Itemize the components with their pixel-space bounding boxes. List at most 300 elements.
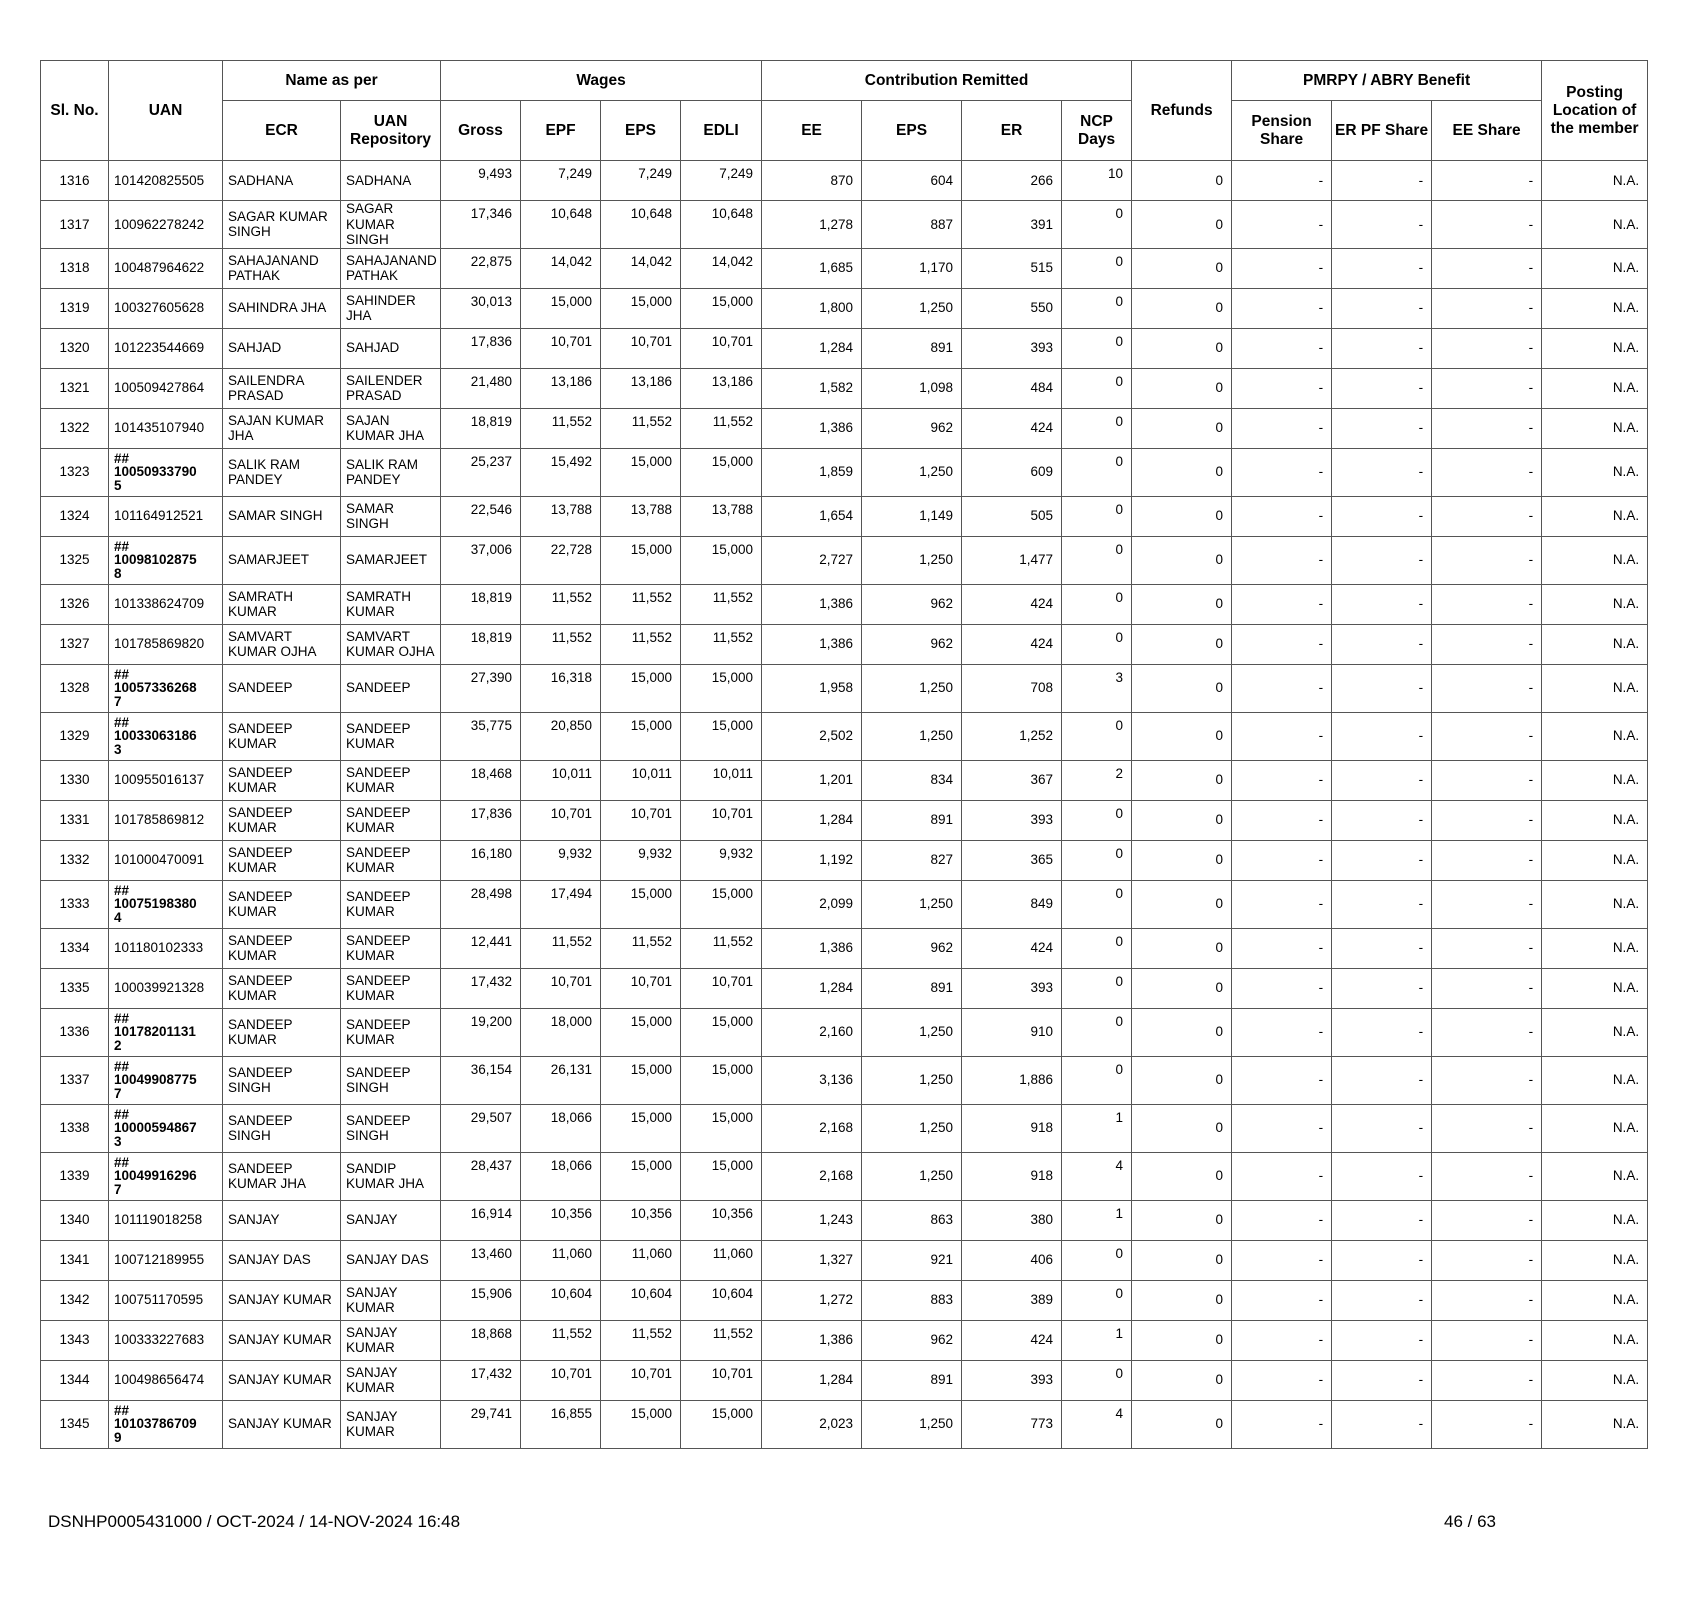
cell-epf: 9,932	[521, 840, 601, 880]
table-row	[41, 1320, 1648, 1360]
uan-check-digit: 7	[114, 1181, 122, 1197]
cell-eps-wages: 13,186	[601, 368, 681, 408]
cell-ee-share: -	[1432, 288, 1542, 328]
cell-uan: 100509427864	[109, 368, 223, 408]
cell-ee-share: -	[1432, 368, 1542, 408]
cell-ee-share: -	[1432, 408, 1542, 448]
cell-er-pf-share: -	[1332, 1320, 1432, 1360]
cell-refunds: 0	[1132, 288, 1232, 328]
cell-uan	[109, 1400, 223, 1448]
cell-pension-share: -	[1232, 968, 1332, 1008]
cell-ncp-days: 4	[1062, 1400, 1132, 1448]
cell-pension-share: -	[1232, 368, 1332, 408]
cell-epf: 16,855	[521, 1400, 601, 1448]
cell-name-uan-repository: SAHAJANAND PATHAK	[341, 248, 441, 288]
table-row	[41, 496, 1648, 536]
cell-gross: 18,819	[441, 584, 521, 624]
cell-er-pf-share: -	[1332, 1240, 1432, 1280]
cell-name-ecr: SALIK RAM PANDEY	[223, 448, 341, 496]
cell-edli: 15,000	[681, 1400, 762, 1448]
cell-uan	[109, 1008, 223, 1056]
table-header	[41, 61, 1648, 161]
cell-eps-contribution: 1,250	[862, 880, 962, 928]
table-row	[41, 368, 1648, 408]
cell-edli: 11,552	[681, 1320, 762, 1360]
cell-edli: 10,701	[681, 968, 762, 1008]
cell-uan: 101785869812	[109, 800, 223, 840]
cell-name-uan-repository: SAMVART KUMAR OJHA	[341, 624, 441, 664]
cell-ncp-days: 4	[1062, 1152, 1132, 1200]
cell-ncp-days: 0	[1062, 624, 1132, 664]
header-uan-repository: UAN Repository	[341, 101, 441, 161]
cell-name-ecr: SAMRATH KUMAR	[223, 584, 341, 624]
cell-sl-no: 1323	[41, 448, 109, 496]
uan-number: 10075198380	[114, 895, 197, 911]
cell-name-ecr: SANJAY KUMAR	[223, 1320, 341, 1360]
cell-name-ecr: SANDEEP KUMAR	[223, 1008, 341, 1056]
cell-ncp-days: 0	[1062, 201, 1132, 249]
cell-er: 505	[962, 496, 1062, 536]
cell-refunds: 0	[1132, 624, 1232, 664]
cell-er: 393	[962, 968, 1062, 1008]
cell-sl-no: 1322	[41, 408, 109, 448]
cell-name-ecr: SANDEEP KUMAR JHA	[223, 1152, 341, 1200]
uan-flag: ##	[114, 1106, 130, 1122]
cell-ee: 1,386	[762, 408, 862, 448]
cell-uan	[109, 712, 223, 760]
cell-eps-wages: 15,000	[601, 712, 681, 760]
cell-ee: 1,284	[762, 1360, 862, 1400]
cell-refunds: 0	[1132, 448, 1232, 496]
cell-edli: 15,000	[681, 1104, 762, 1152]
cell-epf: 7,249	[521, 161, 601, 201]
uan-number: 10033063186	[114, 727, 197, 743]
cell-eps-wages: 15,000	[601, 664, 681, 712]
cell-edli: 10,701	[681, 328, 762, 368]
cell-ee: 2,160	[762, 1008, 862, 1056]
cell-eps-contribution: 1,149	[862, 496, 962, 536]
cell-refunds: 0	[1132, 248, 1232, 288]
uan-flag: ##	[114, 1154, 130, 1170]
cell-eps-wages: 9,932	[601, 840, 681, 880]
cell-gross: 16,914	[441, 1200, 521, 1240]
cell-er: 918	[962, 1152, 1062, 1200]
header-name-as-per: Name as per	[223, 61, 441, 101]
table-row	[41, 968, 1648, 1008]
table-row	[41, 536, 1648, 584]
cell-sl-no: 1325	[41, 536, 109, 584]
header-posting-location: Posting Location of the member	[1542, 61, 1648, 161]
table-row	[41, 880, 1648, 928]
uan-check-digit: 3	[114, 1133, 122, 1149]
cell-posting-location: N.A.	[1542, 1320, 1648, 1360]
cell-posting-location: N.A.	[1542, 1240, 1648, 1280]
header-pension-share: Pension Share	[1232, 101, 1332, 161]
header-ee: EE	[762, 101, 862, 161]
cell-epf: 10,356	[521, 1200, 601, 1240]
cell-ee-share: -	[1432, 161, 1542, 201]
cell-er: 393	[962, 800, 1062, 840]
cell-gross: 27,390	[441, 664, 521, 712]
cell-eps-contribution: 1,250	[862, 1008, 962, 1056]
header-pmrpy-abry: PMRPY / ABRY Benefit	[1232, 61, 1542, 101]
uan-flag: ##	[114, 1010, 130, 1026]
cell-edli: 7,249	[681, 161, 762, 201]
cell-epf: 10,701	[521, 968, 601, 1008]
cell-posting-location: N.A.	[1542, 1104, 1648, 1152]
cell-eps-wages: 11,552	[601, 408, 681, 448]
cell-ee-share: -	[1432, 1056, 1542, 1104]
cell-epf: 11,552	[521, 408, 601, 448]
cell-ee: 1,859	[762, 448, 862, 496]
cell-uan: 101338624709	[109, 584, 223, 624]
cell-uan	[109, 1056, 223, 1104]
cell-sl-no: 1317	[41, 201, 109, 249]
cell-refunds: 0	[1132, 1400, 1232, 1448]
cell-ncp-days: 0	[1062, 496, 1132, 536]
cell-ee: 1,284	[762, 328, 862, 368]
cell-ee-share: -	[1432, 664, 1542, 712]
cell-name-uan-repository: SANDEEP KUMAR	[341, 760, 441, 800]
cell-uan	[109, 880, 223, 928]
table-row	[41, 328, 1648, 368]
cell-refunds: 0	[1132, 1008, 1232, 1056]
cell-gross: 13,460	[441, 1240, 521, 1280]
cell-pension-share: -	[1232, 928, 1332, 968]
cell-posting-location: N.A.	[1542, 496, 1648, 536]
cell-er: 424	[962, 1320, 1062, 1360]
cell-eps-wages: 10,604	[601, 1280, 681, 1320]
cell-uan: 100955016137	[109, 760, 223, 800]
cell-ee-share: -	[1432, 840, 1542, 880]
cell-ee: 2,023	[762, 1400, 862, 1448]
cell-er: 484	[962, 368, 1062, 408]
cell-er: 849	[962, 880, 1062, 928]
document-reference: DSNHP0005431000 / OCT-2024 / 14-NOV-2024 16:48	[48, 1512, 461, 1531]
cell-gross: 29,507	[441, 1104, 521, 1152]
cell-pension-share: -	[1232, 201, 1332, 249]
table-row	[41, 248, 1648, 288]
cell-epf: 11,552	[521, 1320, 601, 1360]
cell-ee: 2,168	[762, 1104, 862, 1152]
cell-ee-share: -	[1432, 1400, 1542, 1448]
cell-ee: 1,386	[762, 584, 862, 624]
cell-name-ecr: SANJAY KUMAR	[223, 1400, 341, 1448]
cell-sl-no: 1345	[41, 1400, 109, 1448]
cell-ee-share: -	[1432, 1360, 1542, 1400]
cell-edli: 13,186	[681, 368, 762, 408]
cell-er-pf-share: -	[1332, 1152, 1432, 1200]
header-ncp-days: NCP Days	[1062, 101, 1132, 161]
uan-number: 10098102875	[114, 551, 197, 567]
cell-er: 424	[962, 584, 1062, 624]
cell-ncp-days: 0	[1062, 1280, 1132, 1320]
cell-eps-wages: 15,000	[601, 880, 681, 928]
cell-ee-share: -	[1432, 880, 1542, 928]
cell-name-ecr: SANDEEP SINGH	[223, 1056, 341, 1104]
cell-pension-share: -	[1232, 248, 1332, 288]
cell-eps-wages: 15,000	[601, 1104, 681, 1152]
cell-eps-contribution: 962	[862, 584, 962, 624]
cell-name-ecr: SANDEEP KUMAR	[223, 800, 341, 840]
uan-flag: ##	[114, 450, 130, 466]
cell-gross: 18,819	[441, 408, 521, 448]
cell-ee: 1,272	[762, 1280, 862, 1320]
cell-eps-contribution: 1,250	[862, 1400, 962, 1448]
cell-name-uan-repository: SANDEEP KUMAR	[341, 880, 441, 928]
cell-refunds: 0	[1132, 1360, 1232, 1400]
cell-posting-location: N.A.	[1542, 408, 1648, 448]
cell-name-uan-repository: SANJAY	[341, 1200, 441, 1240]
cell-eps-contribution: 883	[862, 1280, 962, 1320]
header-ecr: ECR	[223, 101, 341, 161]
cell-name-ecr: SAILENDRA PRASAD	[223, 368, 341, 408]
cell-sl-no: 1336	[41, 1008, 109, 1056]
cell-er: 393	[962, 1360, 1062, 1400]
cell-refunds: 0	[1132, 760, 1232, 800]
cell-er-pf-share: -	[1332, 840, 1432, 880]
cell-refunds: 0	[1132, 712, 1232, 760]
table-row	[41, 408, 1648, 448]
cell-er-pf-share: -	[1332, 201, 1432, 249]
cell-er-pf-share: -	[1332, 408, 1432, 448]
uan-flag: ##	[114, 538, 130, 554]
cell-refunds: 0	[1132, 161, 1232, 201]
header-uan: UAN	[109, 61, 223, 161]
cell-er-pf-share: -	[1332, 1360, 1432, 1400]
cell-sl-no: 1326	[41, 584, 109, 624]
cell-posting-location: N.A.	[1542, 624, 1648, 664]
cell-name-uan-repository: SANJAY KUMAR	[341, 1320, 441, 1360]
cell-refunds: 0	[1132, 800, 1232, 840]
cell-eps-wages: 15,000	[601, 1008, 681, 1056]
cell-edli: 15,000	[681, 1056, 762, 1104]
cell-pension-share: -	[1232, 840, 1332, 880]
cell-name-ecr: SANDEEP KUMAR	[223, 712, 341, 760]
cell-er-pf-share: -	[1332, 664, 1432, 712]
cell-gross: 16,180	[441, 840, 521, 880]
cell-refunds: 0	[1132, 968, 1232, 1008]
cell-uan: 101435107940	[109, 408, 223, 448]
cell-refunds: 0	[1132, 496, 1232, 536]
cell-eps-contribution: 891	[862, 328, 962, 368]
cell-name-ecr: SAMAR SINGH	[223, 496, 341, 536]
cell-eps-contribution: 962	[862, 624, 962, 664]
cell-posting-location: N.A.	[1542, 928, 1648, 968]
cell-ee: 1,800	[762, 288, 862, 328]
uan-flag: ##	[114, 714, 130, 730]
cell-name-ecr: SANDEEP SINGH	[223, 1104, 341, 1152]
cell-name-uan-repository: SAJAN KUMAR JHA	[341, 408, 441, 448]
cell-gross: 18,819	[441, 624, 521, 664]
cell-eps-contribution: 863	[862, 1200, 962, 1240]
cell-eps-wages: 15,000	[601, 1400, 681, 1448]
cell-ncp-days: 0	[1062, 840, 1132, 880]
cell-edli: 11,060	[681, 1240, 762, 1280]
cell-eps-wages: 11,552	[601, 928, 681, 968]
cell-gross: 21,480	[441, 368, 521, 408]
cell-name-uan-repository: SANDEEP KUMAR	[341, 800, 441, 840]
cell-gross: 29,741	[441, 1400, 521, 1448]
cell-ncp-days: 0	[1062, 328, 1132, 368]
cell-sl-no: 1318	[41, 248, 109, 288]
cell-eps-wages: 10,701	[601, 328, 681, 368]
cell-gross: 28,498	[441, 880, 521, 928]
cell-edli: 10,604	[681, 1280, 762, 1320]
uan-number: 10103786709	[114, 1415, 197, 1431]
cell-eps-wages: 11,552	[601, 1320, 681, 1360]
cell-gross: 17,432	[441, 968, 521, 1008]
cell-refunds: 0	[1132, 928, 1232, 968]
cell-epf: 10,011	[521, 760, 601, 800]
cell-eps-wages: 14,042	[601, 248, 681, 288]
cell-ee: 1,685	[762, 248, 862, 288]
cell-uan: 100039921328	[109, 968, 223, 1008]
cell-pension-share: -	[1232, 584, 1332, 624]
cell-posting-location: N.A.	[1542, 800, 1648, 840]
cell-ee-share: -	[1432, 584, 1542, 624]
uan-number: 10049916296	[114, 1167, 197, 1183]
cell-ncp-days: 0	[1062, 408, 1132, 448]
cell-name-ecr: SANJAY	[223, 1200, 341, 1240]
cell-epf: 20,850	[521, 712, 601, 760]
cell-edli: 11,552	[681, 584, 762, 624]
cell-epf: 11,552	[521, 584, 601, 624]
cell-edli: 15,000	[681, 536, 762, 584]
cell-sl-no: 1333	[41, 880, 109, 928]
cell-posting-location: N.A.	[1542, 760, 1648, 800]
cell-ee-share: -	[1432, 1152, 1542, 1200]
cell-name-ecr: SANDEEP KUMAR	[223, 928, 341, 968]
cell-name-ecr: SANDEEP KUMAR	[223, 840, 341, 880]
cell-epf: 13,788	[521, 496, 601, 536]
cell-name-uan-repository: SAHINDER JHA	[341, 288, 441, 328]
cell-ncp-days: 0	[1062, 1008, 1132, 1056]
uan-check-digit: 8	[114, 565, 122, 581]
table-row	[41, 624, 1648, 664]
cell-posting-location: N.A.	[1542, 880, 1648, 928]
uan-flag: ##	[114, 1058, 130, 1074]
cell-name-ecr: SANDEEP KUMAR	[223, 760, 341, 800]
cell-posting-location: N.A.	[1542, 288, 1648, 328]
cell-refunds: 0	[1132, 1104, 1232, 1152]
cell-er-pf-share: -	[1332, 968, 1432, 1008]
cell-eps-contribution: 1,250	[862, 536, 962, 584]
cell-pension-share: -	[1232, 328, 1332, 368]
cell-ncp-days: 1	[1062, 1104, 1132, 1152]
uan-flag: ##	[114, 1402, 130, 1418]
table-row	[41, 1360, 1648, 1400]
cell-eps-wages: 10,701	[601, 800, 681, 840]
cell-sl-no: 1330	[41, 760, 109, 800]
cell-name-ecr: SANJAY KUMAR	[223, 1360, 341, 1400]
cell-er-pf-share: -	[1332, 161, 1432, 201]
cell-ee: 2,168	[762, 1152, 862, 1200]
cell-eps-contribution: 962	[862, 1320, 962, 1360]
cell-ncp-days: 2	[1062, 760, 1132, 800]
cell-gross: 9,493	[441, 161, 521, 201]
cell-ee-share: -	[1432, 1240, 1542, 1280]
cell-sl-no: 1339	[41, 1152, 109, 1200]
cell-name-ecr: SADHANA	[223, 161, 341, 201]
cell-gross: 37,006	[441, 536, 521, 584]
header-wages: Wages	[441, 61, 762, 101]
cell-name-ecr: SANJAY KUMAR	[223, 1280, 341, 1320]
cell-er: 1,886	[962, 1056, 1062, 1104]
cell-ncp-days: 3	[1062, 664, 1132, 712]
cell-ee: 1,201	[762, 760, 862, 800]
cell-sl-no: 1342	[41, 1280, 109, 1320]
cell-ee: 1,284	[762, 800, 862, 840]
cell-gross: 17,836	[441, 328, 521, 368]
cell-uan: 100333227683	[109, 1320, 223, 1360]
cell-eps-contribution: 827	[862, 840, 962, 880]
cell-sl-no: 1319	[41, 288, 109, 328]
table-row	[41, 1280, 1648, 1320]
table-row	[41, 712, 1648, 760]
cell-uan	[109, 448, 223, 496]
cell-name-ecr: SAGAR KUMAR SINGH	[223, 201, 341, 249]
cell-refunds: 0	[1132, 880, 1232, 928]
cell-er-pf-share: -	[1332, 536, 1432, 584]
cell-refunds: 0	[1132, 1320, 1232, 1360]
cell-posting-location: N.A.	[1542, 448, 1648, 496]
cell-refunds: 0	[1132, 1200, 1232, 1240]
cell-name-uan-repository: SANDEEP KUMAR	[341, 968, 441, 1008]
cell-ee: 2,099	[762, 880, 862, 928]
cell-edli: 10,648	[681, 201, 762, 249]
cell-pension-share: -	[1232, 880, 1332, 928]
cell-ee: 1,327	[762, 1240, 862, 1280]
cell-name-uan-repository: SANDIP KUMAR JHA	[341, 1152, 441, 1200]
cell-epf: 15,000	[521, 288, 601, 328]
cell-ee-share: -	[1432, 448, 1542, 496]
cell-uan	[109, 664, 223, 712]
cell-posting-location: N.A.	[1542, 1056, 1648, 1104]
table-row	[41, 584, 1648, 624]
cell-sl-no: 1344	[41, 1360, 109, 1400]
cell-uan: 101180102333	[109, 928, 223, 968]
cell-eps-contribution: 891	[862, 800, 962, 840]
cell-er: 910	[962, 1008, 1062, 1056]
cell-uan: 101785869820	[109, 624, 223, 664]
header-contribution-remitted: Contribution Remitted	[762, 61, 1132, 101]
header-gross: Gross	[441, 101, 521, 161]
cell-er-pf-share: -	[1332, 248, 1432, 288]
cell-eps-contribution: 1,250	[862, 1152, 962, 1200]
cell-name-uan-repository: SANDEEP SINGH	[341, 1056, 441, 1104]
cell-pension-share: -	[1232, 1280, 1332, 1320]
table-row	[41, 1056, 1648, 1104]
table-row	[41, 664, 1648, 712]
cell-er: 918	[962, 1104, 1062, 1152]
cell-pension-share: -	[1232, 664, 1332, 712]
cell-eps-wages: 10,356	[601, 1200, 681, 1240]
cell-er-pf-share: -	[1332, 928, 1432, 968]
cell-eps-wages: 15,000	[601, 448, 681, 496]
cell-name-uan-repository: SAHJAD	[341, 328, 441, 368]
cell-name-ecr: SANDEEP	[223, 664, 341, 712]
cell-name-ecr: SAHJAD	[223, 328, 341, 368]
cell-pension-share: -	[1232, 800, 1332, 840]
cell-gross: 17,346	[441, 201, 521, 249]
table-row	[41, 1240, 1648, 1280]
cell-edli: 15,000	[681, 712, 762, 760]
cell-ncp-days: 0	[1062, 368, 1132, 408]
cell-eps-contribution: 1,250	[862, 664, 962, 712]
cell-er: 1,252	[962, 712, 1062, 760]
cell-er: 424	[962, 408, 1062, 448]
